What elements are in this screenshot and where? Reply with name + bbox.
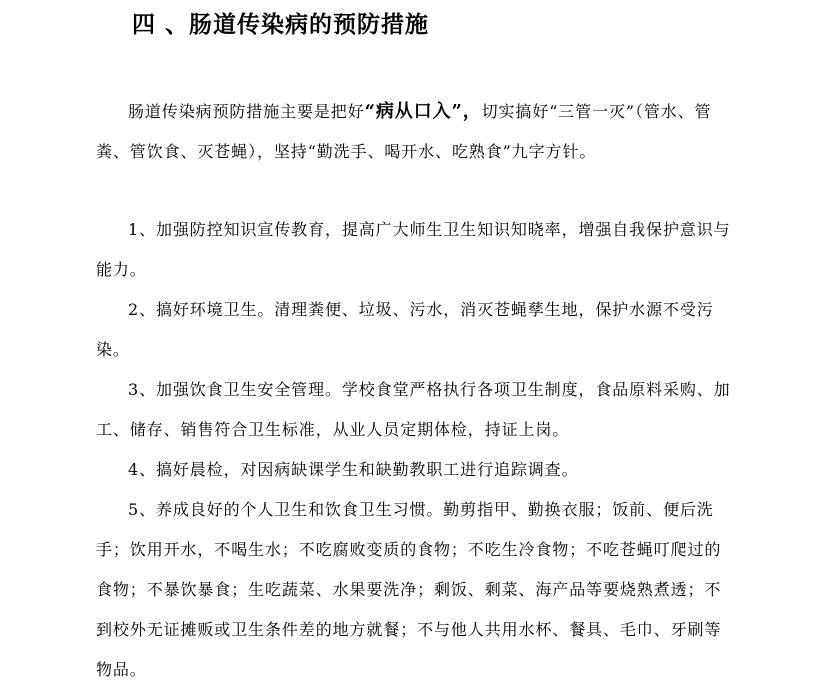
measure-paragraph-3: 3、加强饮食卫生安全管理。学校食堂严格执行各项卫生制度，食品原料采购、加工、储存、销售符合卫生标准，从业人员定期体检，持证上岗。 (96, 380, 731, 439)
measure-paragraph-4: 4、搞好晨检，对因病缺课学生和缺勤教职工进行追踪调查。 (128, 460, 579, 479)
intro-text-before: 肠道传染病预防措施主要是把好 (128, 102, 365, 121)
intro-paragraph (96, 92, 736, 172)
measure-paragraph-5: 5、养成良好的个人卫生和饮食卫生习惯。勤剪指甲、勤换衣服；饭前、便后洗手；饮用开水，不喝生水；不吃腐败变质的食物；不吃生冷食物；不吃苍蝇叮爬过的食物；不暴饮暴食；生吃蔬菜、水果要洗净；剩饭、剩菜、海产品等要烧熟煮透；不到校外无证摊贩或卫生条件差的地方就餐；不与他人共用水杯、餐具、毛巾、牙刷等物品。 (96, 500, 722, 679)
measure-paragraph-1: 1、加强防控知识宣传教育，提高广大师生卫生知识知晓率，增强自我保护意识与能力。 (96, 220, 731, 279)
intro-text-after: 切实搞好“三管一灭”（管水、管粪、管饮食、灭苍蝇），坚持“勤洗手、喝开水、吃熟食”九字方针。 (96, 102, 712, 161)
intro-emphasis: “病从口入”， (364, 101, 482, 122)
measure-paragraph-2: 2、搞好环境卫生。清理粪便、垃圾、污水，消灭苍蝇孳生地，保护水源不受污染。 (96, 300, 714, 359)
section-heading: 四 、肠道传染病的预防措施 (132, 11, 430, 38)
